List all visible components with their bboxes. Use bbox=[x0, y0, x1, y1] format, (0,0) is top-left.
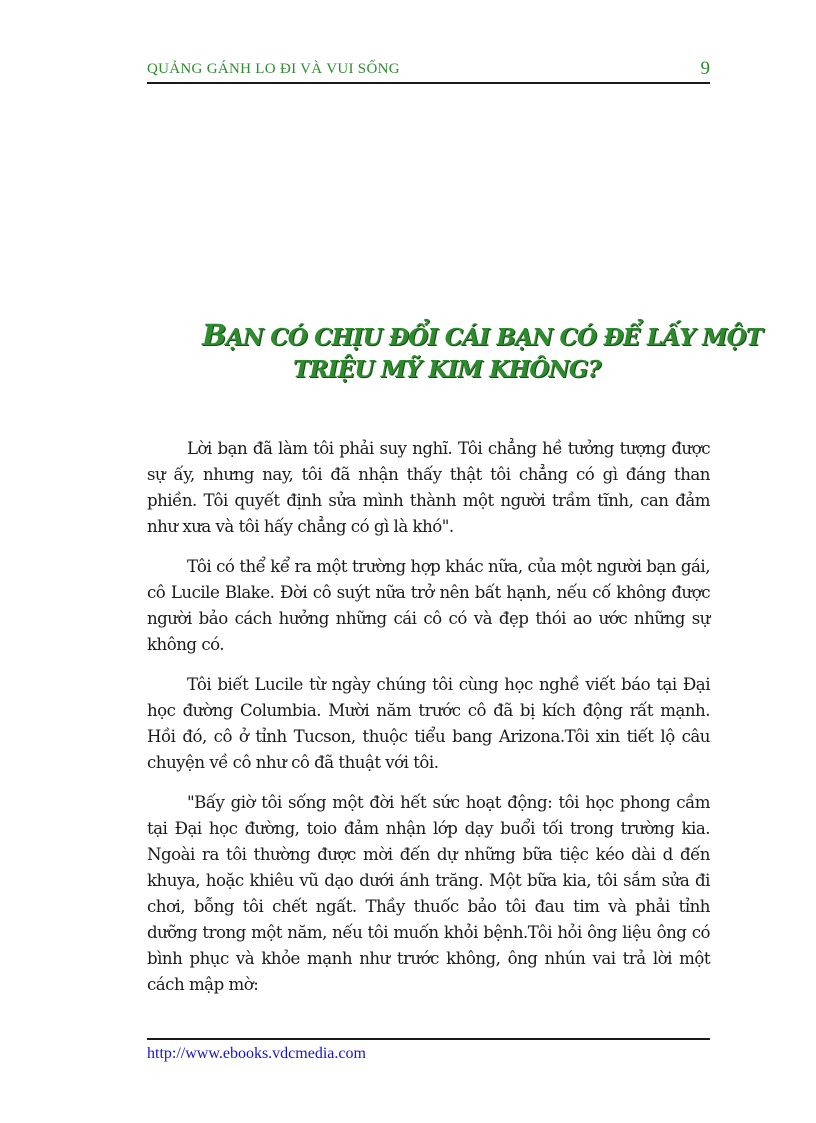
chapter-title-drop-cap: B bbox=[202, 318, 226, 352]
chapter-title-line-1 bbox=[202, 318, 762, 352]
paragraph: Tôi biết Lucile từ ngày chúng tôi cùng học nghề viết báo tại Đại học đường Columbia. Mười năm trước cô đã bị kích động rất mạnh. Hồi đó, cô ở tỉnh Tucson, thuộc tiểu bang Arizona.Tôi xin tiết lộ câu chuyện về cô như cô đã thuật với tôi. bbox=[147, 675, 710, 772]
body-text bbox=[147, 436, 710, 1012]
chapter-title-line-1-text: ẠN CÓ CHỊU ĐỔI CÁI BẠN CÓ ĐỂ LẤY MỘT bbox=[225, 324, 763, 351]
page-number: 9 bbox=[700, 58, 710, 79]
running-header bbox=[147, 60, 710, 84]
chapter-title-line-2: TRIỆU MỸ KIM KHÔNG? bbox=[293, 356, 601, 383]
book-title: QUẢNG GÁNH LO ĐI VÀ VUI SỐNG bbox=[147, 61, 400, 77]
page-footer bbox=[147, 1038, 710, 1062]
footer-url-link[interactable]: http://www.ebooks.vdcmedia.com bbox=[147, 1045, 366, 1062]
paragraph: "Bấy giờ tôi sống một đời hết sức hoạt động: tôi học phong cầm tại Đại học đường, toio đảm nhận lớp dạy buổi tối trong trường kia. Ngoài ra tôi thường được mời đến dự những bữa tiệc kéo dài d đến khuya, hoặc khiêu vũ dạo dưới ánh trăng. Một bữa kia, tôi sắm sửa đi chơi, bỗng tôi chết ngất. Thầy thuốc bảo tôi đau tim và phải tỉnh dưỡng trong một năm, nếu tôi muốn khỏi bệnh.Tôi hỏi ông liệu ông có bình phục và khỏe mạnh như trước không, ông nhún vai trả lời một cách mập mờ: bbox=[147, 793, 710, 994]
paragraph: Lời bạn đã làm tôi phải suy nghĩ. Tôi chẳng hề tưởng tượng được sự ấy, nhưng nay, tôi đã nhận thấy thật tôi chẳng có gì đáng than phiền. Tôi quyết định sửa mình thành một người trầm tĩnh, can đảm như xưa và tôi hấy chẳng có gì là khó". bbox=[147, 439, 710, 536]
paragraph: Tôi có thể kể ra một trường hợp khác nữa, của một người bạn gái, cô Lucile Blake. Đời cô suýt nữa trở nên bất hạnh, nếu cố không được người bảo cách hưởng những cái cô có và đẹp thói ao ước những sự không có. bbox=[147, 557, 710, 654]
